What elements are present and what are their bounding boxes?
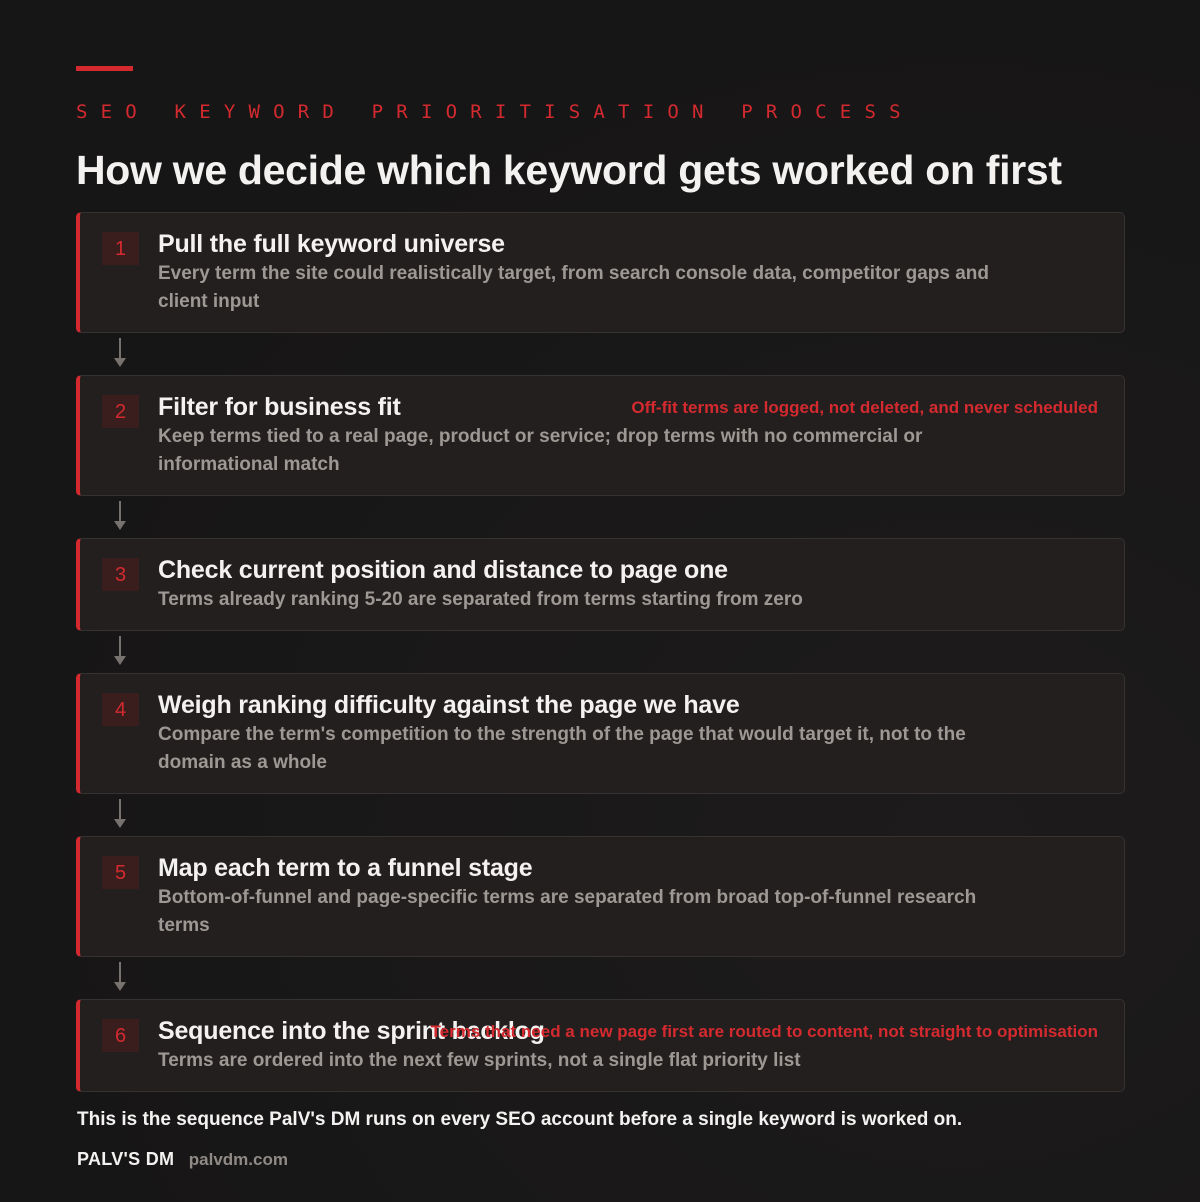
- step-note: Off-fit terms are logged, not deleted, and never scheduled: [631, 398, 1098, 417]
- step-card-1: [76, 212, 1125, 333]
- step-description: Bottom-of-funnel and page-specific terms are separated from broad top-of-funnel research terms: [158, 887, 977, 936]
- eyebrow-label: SEO KEYWORD PRIORITISATION PROCESS: [76, 101, 914, 123]
- step-number-badge: 6: [102, 1019, 139, 1052]
- connector-arrow: [76, 794, 1125, 836]
- step-title: Filter for business fit: [158, 393, 401, 421]
- step-description: Keep terms tied to a real page, product or service; drop terms with no commercial or informational match: [158, 426, 923, 475]
- step-note: Terms that need a new page first are routed to content, not straight to optimisation: [430, 1022, 1098, 1041]
- arrow-down-icon: [114, 982, 126, 991]
- step-description: Every term the site could realistically target, from search console data, competitor gaps and client input: [158, 263, 989, 312]
- step-title: Weigh ranking difficulty against the page we have: [158, 691, 740, 719]
- step-number-badge: 3: [102, 558, 139, 591]
- arrow-down-icon: [114, 521, 126, 530]
- step-number-badge: 2: [102, 395, 139, 428]
- process-steps: [76, 212, 1125, 1092]
- step-card-3: [76, 538, 1125, 631]
- step-title: Sequence into the sprint backlog: [158, 1017, 545, 1045]
- connector-arrow: [76, 333, 1125, 375]
- step-description: Compare the term's competition to the strength of the page that would target it, not to the domain as a whole: [158, 724, 966, 773]
- step-title: Check current position and distance to page one: [158, 556, 728, 584]
- step-description: Terms already ranking 5-20 are separated from terms starting from zero: [158, 589, 803, 610]
- arrow-down-icon: [114, 358, 126, 367]
- step-title: Map each term to a funnel stage: [158, 854, 533, 882]
- brand-name: PALV'S DM: [77, 1149, 175, 1169]
- step-card-2: [76, 375, 1125, 496]
- arrow-down-icon: [114, 656, 126, 665]
- step-card-6: [76, 999, 1125, 1092]
- brand-url[interactable]: palvdm.com: [188, 1150, 288, 1169]
- step-card-5: [76, 836, 1125, 957]
- step-number-badge: 5: [102, 856, 139, 889]
- connector-arrow: [76, 957, 1125, 999]
- step-card-4: [76, 673, 1125, 794]
- page-title: How we decide which keyword gets worked on first: [76, 147, 1062, 193]
- step-number-badge: 4: [102, 693, 139, 726]
- step-title: Pull the full keyword universe: [158, 230, 505, 258]
- brand-lockup: [77, 1149, 288, 1170]
- step-number-badge: 1: [102, 232, 139, 265]
- step-description: Terms are ordered into the next few sprints, not a single flat priority list: [158, 1050, 801, 1071]
- accent-bar: [76, 66, 133, 71]
- arrow-down-icon: [114, 819, 126, 828]
- connector-arrow: [76, 496, 1125, 538]
- connector-arrow: [76, 631, 1125, 673]
- footer-statement: This is the sequence PalV's DM runs on every SEO account before a single keyword is worked on.: [77, 1109, 963, 1130]
